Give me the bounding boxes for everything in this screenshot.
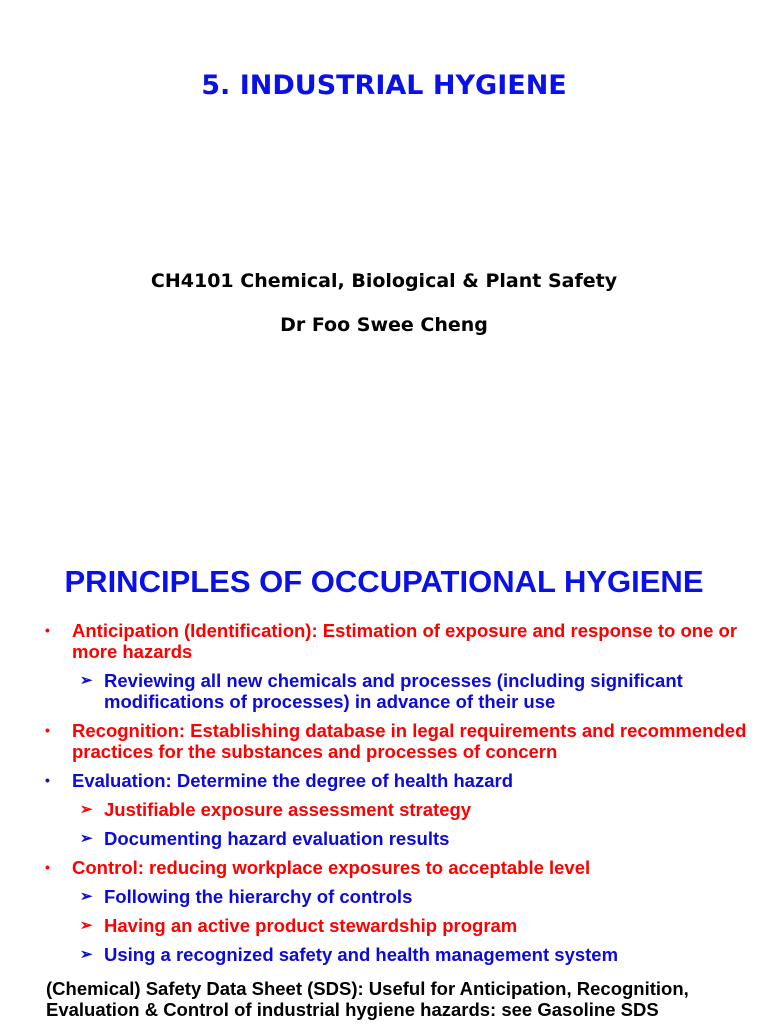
sub-item bbox=[0, 886, 768, 907]
sub-item-text: Having an active product stewardship program bbox=[104, 915, 518, 936]
sub-item-text: Reviewing all new chemicals and processes (including significant modifications of processes) in advance of their use bbox=[104, 670, 683, 712]
course-name: CH4101 Chemical, Biological & Plant Safety bbox=[150, 270, 618, 292]
sub-item bbox=[0, 828, 768, 849]
arrow-bullet-icon: ➢ bbox=[80, 801, 93, 818]
principles-slide bbox=[0, 520, 768, 1024]
arrow-bullet-icon: ➢ bbox=[80, 830, 93, 847]
slide-title: 5. INDUSTRIAL HYGIENE bbox=[201, 70, 567, 101]
arrow-bullet-icon: ➢ bbox=[80, 672, 93, 689]
list-item-control bbox=[0, 857, 768, 878]
sub-item bbox=[0, 944, 768, 965]
bullet-icon: • bbox=[45, 859, 50, 875]
bullet-icon: • bbox=[45, 622, 50, 638]
sub-item bbox=[0, 799, 768, 820]
list-item-text: Control: reducing workplace exposures to acceptable level bbox=[72, 857, 591, 878]
principles-list bbox=[0, 620, 768, 973]
sub-item bbox=[0, 915, 768, 936]
sub-item-text: Documenting hazard evaluation results bbox=[104, 828, 450, 849]
list-item-evaluation bbox=[0, 770, 768, 791]
list-item-text: Evaluation: Determine the degree of health hazard bbox=[72, 770, 514, 791]
sds-note: (Chemical) Safety Data Sheet (SDS): Useful for Anticipation, Recognition, Evaluation & Control of industrial hygiene hazards: see Gasoline SDS bbox=[46, 978, 689, 1020]
sub-item-text: Justifiable exposure assessment strategy bbox=[104, 799, 472, 820]
sub-item-text: Using a recognized safety and health management system bbox=[104, 944, 619, 965]
list-item-anticipation bbox=[0, 620, 768, 662]
principles-title: PRINCIPLES OF OCCUPATIONAL HYGIENE bbox=[64, 564, 704, 599]
lecturer-name: Dr Foo Swee Cheng bbox=[280, 314, 488, 336]
arrow-bullet-icon: ➢ bbox=[80, 917, 93, 934]
arrow-bullet-icon: ➢ bbox=[80, 946, 93, 963]
sub-item bbox=[0, 670, 768, 712]
arrow-bullet-icon: ➢ bbox=[80, 888, 93, 905]
list-item-text: Anticipation (Identification): Estimation of exposure and response to one or more hazards bbox=[72, 620, 738, 662]
list-item-recognition bbox=[0, 720, 768, 762]
list-item-text: Recognition: Establishing database in legal requirements and recommended practices for the substances and processes of concern bbox=[72, 720, 747, 762]
sub-item-text: Following the hierarchy of controls bbox=[104, 886, 413, 907]
bullet-icon: • bbox=[45, 772, 50, 788]
bullet-icon: • bbox=[45, 722, 50, 738]
